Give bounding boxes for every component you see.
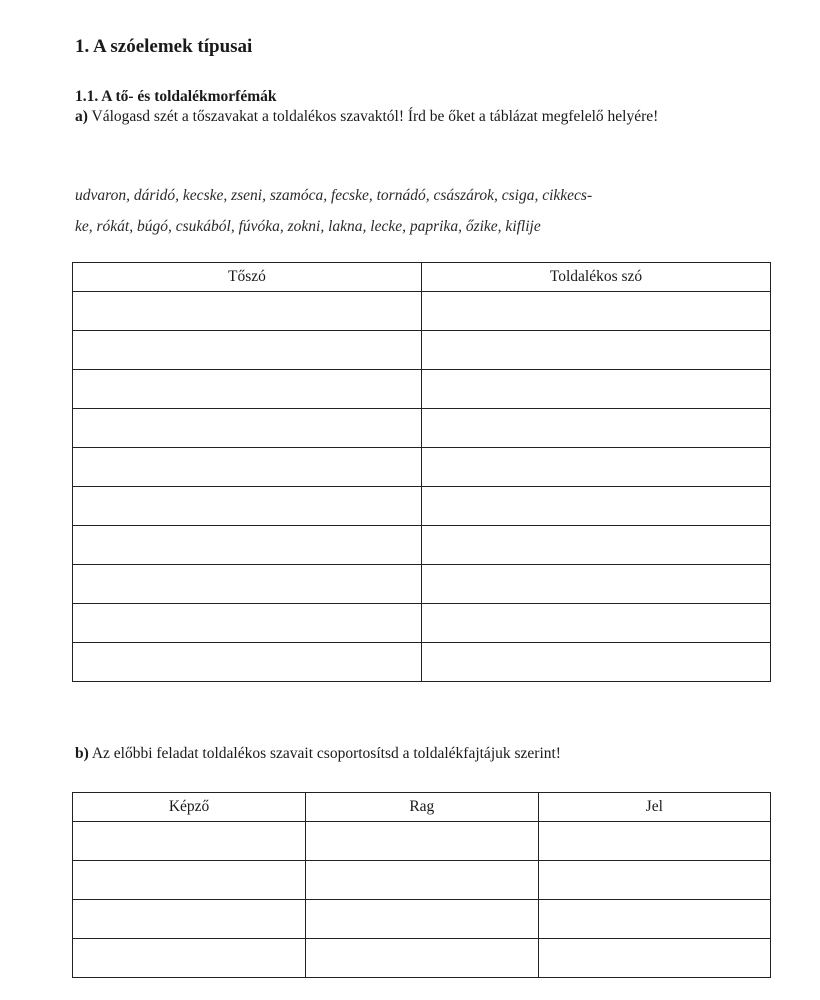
- task-b-text: Az előbbi feladat toldalékos szavait csoportosítsd a toldalékfajtájuk szerint!: [88, 745, 561, 762]
- table-row: [73, 643, 771, 682]
- table-row: [73, 487, 771, 526]
- answer-cell[interactable]: [73, 409, 422, 448]
- section-title: 1. A szóelemek típusai: [75, 36, 253, 57]
- column-header-toldalekos-szo: Toldalékos szó: [422, 263, 771, 292]
- table-header-row: [73, 793, 771, 822]
- answer-cell[interactable]: [306, 861, 538, 900]
- word-list-line: ke, rókát, búgó, csukából, fúvóka, zokni, lakna, lecke, paprika, őzike, kiflije: [75, 218, 541, 235]
- table-row: [73, 526, 771, 565]
- answer-cell[interactable]: [306, 822, 538, 861]
- sorting-table-b: [72, 792, 771, 978]
- answer-cell[interactable]: [73, 487, 422, 526]
- table-header-row: [73, 263, 771, 292]
- table-row: [73, 900, 771, 939]
- answer-cell[interactable]: [73, 643, 422, 682]
- table-row: [73, 370, 771, 409]
- task-a-label: a): [75, 108, 88, 125]
- sorting-table-a: [72, 262, 771, 682]
- task-a-instruction: [75, 107, 775, 126]
- answer-cell[interactable]: [73, 900, 306, 939]
- answer-cell[interactable]: [422, 370, 771, 409]
- table-row: [73, 409, 771, 448]
- task-b-instruction: [75, 745, 775, 763]
- word-list-line: udvaron, dáridó, kecske, zseni, szamóca, fecske, tornádó, császárok, csiga, cikkecs-: [75, 187, 593, 204]
- task-b-label: b): [75, 745, 89, 762]
- column-header-rag: Rag: [306, 793, 538, 822]
- answer-cell[interactable]: [422, 565, 771, 604]
- table-row: [73, 939, 771, 978]
- answer-cell[interactable]: [422, 331, 771, 370]
- answer-cell[interactable]: [422, 643, 771, 682]
- answer-cell[interactable]: [73, 565, 422, 604]
- table-row: [73, 448, 771, 487]
- answer-cell[interactable]: [422, 526, 771, 565]
- subsection-title: 1.1. A tő- és toldalékmorfémák: [75, 88, 277, 105]
- answer-cell[interactable]: [422, 487, 771, 526]
- answer-cell[interactable]: [538, 861, 770, 900]
- table-row: [73, 565, 771, 604]
- table-row: [73, 604, 771, 643]
- table-row: [73, 292, 771, 331]
- answer-cell[interactable]: [73, 526, 422, 565]
- answer-cell[interactable]: [422, 604, 771, 643]
- answer-cell[interactable]: [306, 900, 538, 939]
- answer-cell[interactable]: [73, 822, 306, 861]
- answer-cell[interactable]: [73, 292, 422, 331]
- table-row: [73, 331, 771, 370]
- table-row: [73, 861, 771, 900]
- answer-cell[interactable]: [73, 861, 306, 900]
- answer-cell[interactable]: [306, 939, 538, 978]
- answer-cell[interactable]: [538, 939, 770, 978]
- answer-cell[interactable]: [422, 292, 771, 331]
- answer-cell[interactable]: [73, 448, 422, 487]
- answer-cell[interactable]: [422, 409, 771, 448]
- word-list: [75, 180, 775, 242]
- answer-cell[interactable]: [73, 939, 306, 978]
- answer-cell[interactable]: [538, 900, 770, 939]
- answer-cell[interactable]: [73, 604, 422, 643]
- column-header-toszo: Tőszó: [73, 263, 422, 292]
- answer-cell[interactable]: [538, 822, 770, 861]
- column-header-kepzo: Képző: [73, 793, 306, 822]
- answer-cell[interactable]: [73, 331, 422, 370]
- column-header-jel: Jel: [538, 793, 770, 822]
- answer-cell[interactable]: [73, 370, 422, 409]
- answer-cell[interactable]: [422, 448, 771, 487]
- table-row: [73, 822, 771, 861]
- task-a-text: Válogasd szét a tőszavakat a toldalékos szavaktól! Írd be őket a táblázat megfelelő helyére!: [87, 108, 659, 125]
